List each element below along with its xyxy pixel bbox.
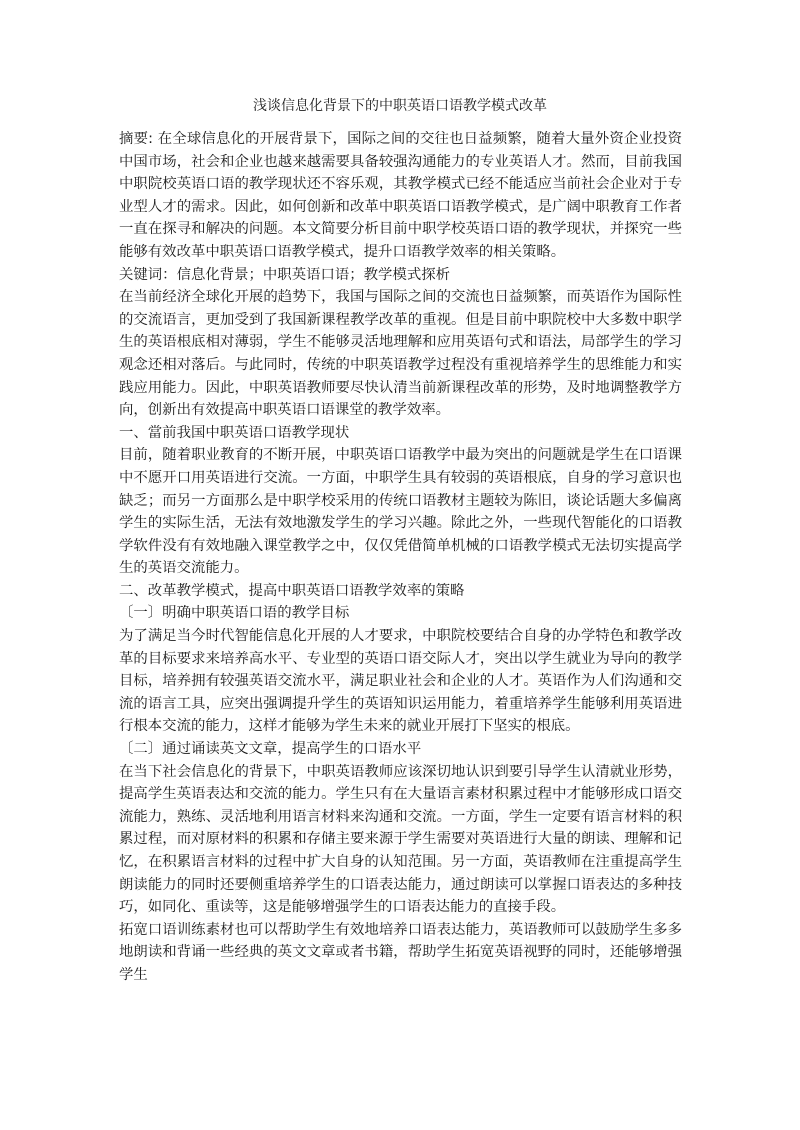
subsection-1-paragraph: 为了满足当今时代智能信息化开展的人才要求，中职院校要结合自身的办学特色和教学改革的目标要求来培养高水平、专业型的英语口语交际人才，突出以学生就业为导向的教学目标，培养拥有较强英语交流水平，满足职业社会和企业的人才。英语作为人们沟通和交流的语言工具，应突出强调提升学生的英语知识运用能力，着重培养学生能够利用英语进行根本交流的能力，这样才能够为学生未来的就业开展打下坚实的根底。	[119, 628, 682, 735]
subsection-2-paragraph: 在当下社会信息化的背景下，中职英语教师应该深切地认识到要引导学生认清就业形势，提高学生英语表达和交流的能力。学生只有在大量语言素材积累过程中才能够形成口语交流能力，熟练、灵活地利用语言材料来沟通和交流。一方面，学生一定要有语言材料的积累过程，而对原材料的积累和存储主要来源于学生需要对英语进行大量的朗读、理解和记忆，在积累语言材料的过程中扩大自身的认知范围。另一方面，英语教师在注重提高学生朗读能力的同时还要侧重培养学生的口语表达能力，通过朗读可以掌握口语表达的多种技巧，如同化、重读等，这是能够增强学生的口语表达能力的直接手段。	[119, 763, 682, 916]
intro-paragraph: 在当前经济全球化开展的趋势下，我国与国际之间的交流也日益频繁，而英语作为国际性的交流语言，更加受到了我国新课程教学改革的重视。但是目前中职院校中大多数中职学生的英语根底相对薄弱，学生不能够灵活地理解和应用英语句式和语法，局部学生的学习观念还相对落后。与此同时，传统的中职英语教学过程没有重视培养学生的思维能力和实践应用能力。因此，中职英语教师要尽快认清当前新课程改革的形势，及时地调整教学方向，创新出有效提高中职英语口语课堂的教学效率。	[119, 289, 682, 419]
section-heading-2: 二、改革教学模式，提高中职英语口语教学效率的策略	[119, 582, 465, 599]
keywords-line: 关键词：信息化背景；中职英语口语；教学模式探析	[119, 266, 450, 283]
abstract-paragraph: 摘要: 在全球信息化的开展背景下，国际之间的交往也日益频繁，随着大量外资企业投资中国市场，社会和企业也越来越需要具备较强沟通能力的专业英语人才。然而，目前我国中职院校英语口语的教学现状还不容乐观，其教学模式已经不能适应当前社会企业对于专业型人才的需求。因此，如何创新和改革中职英语口语教学模式，是广阔中职教育工作者一直在探寻和解决的问题。本文简要分析目前中职学校英语口语的教学现状，并探究一些能够有效改革中职英语口语教学模式，提升口语教学效率的相关策略。	[119, 131, 682, 260]
subsection-2-paragraph-continued: 拓宽口语训练素材也可以帮助学生有效地培养口语表达能力，英语教师可以鼓励学生多多地朗读和背诵一些经典的英文文章或者书籍，帮助学生拓宽英语视野的同时，还能够增强学生	[119, 921, 682, 983]
section-heading-1: 一、當前我国中职英语口语教学现状	[119, 424, 350, 441]
subsection-heading-2: 〔二〕通过诵读英文文章，提高学生的口语水平	[119, 741, 422, 758]
document-title: 浅谈信息化背景下的中职英语口语教学模式改革	[253, 98, 547, 114]
section-1-paragraph: 目前，随着职业教育的不断开展，中职英语口语教学中最为突出的问题就是学生在口语课中不愿开口用英语进行交流。一方面，中职学生具有较弱的英语根底，自身的学习意识也缺乏；而另一方面那么是中职学校采用的传统口语教材主题较为陈旧，谈论话题大多偏离学生的实际生活，无法有效地激发学生的学习兴趣。除此之外，一些现代智能化的口语教学软件没有有效地融入课堂教学之中，仅仅凭借简单机械的口语教学模式无法切实提高学生的英语交流能力。	[119, 447, 682, 577]
subsection-heading-1: 〔一〕明确中职英语口语的教学目标	[119, 605, 350, 622]
document-body	[119, 128, 682, 987]
